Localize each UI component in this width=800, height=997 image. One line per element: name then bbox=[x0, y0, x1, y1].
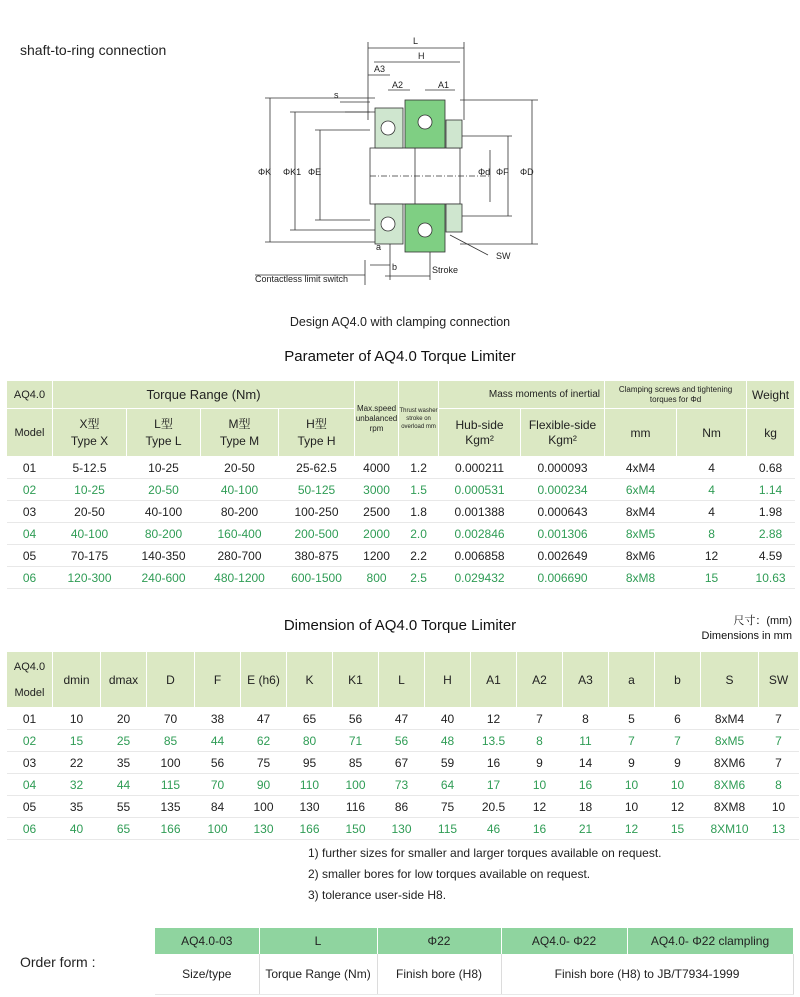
order-size-label: Size/type bbox=[155, 954, 259, 994]
type-m-cn: M型 bbox=[228, 416, 251, 431]
table-cell: 80-200 bbox=[201, 501, 279, 523]
table-cell: 8XM8 bbox=[701, 796, 759, 818]
table-cell: 135 bbox=[147, 796, 195, 818]
table-cell: 7 bbox=[759, 752, 799, 774]
table-cell: 130 bbox=[287, 796, 333, 818]
table-cell: 12 bbox=[677, 545, 747, 567]
table-cell: 62 bbox=[241, 730, 287, 752]
table-cell: 04 bbox=[7, 523, 53, 545]
table-row bbox=[7, 567, 795, 589]
svg-text:SW: SW bbox=[496, 251, 511, 261]
table-cell: 10 bbox=[609, 774, 655, 796]
table-cell: 06 bbox=[7, 818, 53, 840]
column-header: F bbox=[195, 652, 241, 708]
table-cell: 12 bbox=[471, 708, 517, 730]
table-row bbox=[7, 501, 795, 523]
table-cell: 12 bbox=[655, 796, 701, 818]
model-top: AQ4.0 bbox=[13, 660, 46, 673]
table-cell: 110 bbox=[287, 774, 333, 796]
table-cell: 8xM5 bbox=[701, 730, 759, 752]
column-header: A1 bbox=[471, 652, 517, 708]
table-cell: 115 bbox=[425, 818, 471, 840]
table-cell: 8xM8 bbox=[605, 567, 677, 589]
table-cell: 75 bbox=[241, 752, 287, 774]
svg-text:A1: A1 bbox=[438, 80, 450, 90]
table-cell: 73 bbox=[379, 774, 425, 796]
technical-drawing bbox=[250, 30, 540, 290]
table-cell: 200-500 bbox=[279, 523, 355, 545]
table-cell: 9 bbox=[517, 752, 563, 774]
table-cell: 5 bbox=[609, 708, 655, 730]
table-cell: 70 bbox=[147, 708, 195, 730]
table-cell: 166 bbox=[287, 818, 333, 840]
table-cell: 2.2 bbox=[399, 545, 439, 567]
hub-side-label: Hub-side bbox=[455, 417, 504, 432]
svg-text:ΦF: ΦF bbox=[496, 167, 509, 177]
table-cell: 14 bbox=[563, 752, 609, 774]
table-cell: 6 bbox=[655, 708, 701, 730]
table-cell: 10-25 bbox=[53, 479, 127, 501]
table-cell: 01 bbox=[7, 708, 53, 730]
table-cell: 80 bbox=[287, 730, 333, 752]
table-cell: 20-50 bbox=[201, 457, 279, 479]
type-l-cn: L型 bbox=[154, 416, 173, 431]
table-cell: 20-50 bbox=[127, 479, 201, 501]
table-cell: 44 bbox=[101, 774, 147, 796]
order-form-label: Order form : bbox=[20, 954, 96, 970]
dimension-table bbox=[6, 651, 799, 840]
table-cell: 90 bbox=[241, 774, 287, 796]
table-cell: 40-100 bbox=[201, 479, 279, 501]
table-cell: 7 bbox=[609, 730, 655, 752]
table-cell: 116 bbox=[333, 796, 379, 818]
table-cell: 40 bbox=[425, 708, 471, 730]
table-cell: 10 bbox=[609, 796, 655, 818]
column-header: dmax bbox=[101, 652, 147, 708]
column-header: K bbox=[287, 652, 333, 708]
svg-text:a: a bbox=[376, 242, 382, 252]
table-cell: 32 bbox=[53, 774, 101, 796]
table-row bbox=[7, 545, 795, 567]
table-cell: 15 bbox=[655, 818, 701, 840]
parameter-table bbox=[6, 380, 795, 589]
notes-list bbox=[308, 843, 662, 906]
table-cell: 12 bbox=[517, 796, 563, 818]
table-cell: 17 bbox=[471, 774, 517, 796]
table-cell: 20.5 bbox=[471, 796, 517, 818]
table-cell: 380-875 bbox=[279, 545, 355, 567]
table-cell: 84 bbox=[195, 796, 241, 818]
table-cell: 100 bbox=[195, 818, 241, 840]
table-cell: 100 bbox=[241, 796, 287, 818]
table-cell: 64 bbox=[425, 774, 471, 796]
svg-text:ΦD: ΦD bbox=[520, 167, 534, 177]
table-cell: 2.88 bbox=[747, 523, 795, 545]
table-cell: 1.98 bbox=[747, 501, 795, 523]
table-row bbox=[7, 523, 795, 545]
table-cell: 95 bbox=[287, 752, 333, 774]
table-cell: 8XM6 bbox=[701, 774, 759, 796]
table-cell: 8XM6 bbox=[701, 752, 759, 774]
table-cell: 8 bbox=[517, 730, 563, 752]
table-row bbox=[7, 818, 799, 840]
table-cell: 05 bbox=[7, 796, 53, 818]
table-cell: 240-600 bbox=[127, 567, 201, 589]
column-header: a bbox=[609, 652, 655, 708]
type-x-label: Type X bbox=[70, 433, 109, 448]
units-note bbox=[702, 614, 792, 644]
column-header: A3 bbox=[563, 652, 609, 708]
table-cell: 05 bbox=[7, 545, 53, 567]
type-l-label: Type L bbox=[145, 433, 182, 448]
svg-text:Φd: Φd bbox=[478, 167, 491, 177]
table-cell: 03 bbox=[7, 752, 53, 774]
table-cell: 35 bbox=[101, 752, 147, 774]
table-cell: 8XM10 bbox=[701, 818, 759, 840]
table-cell: 15 bbox=[677, 567, 747, 589]
table-cell: 0.006690 bbox=[521, 567, 605, 589]
table-cell: 0.001388 bbox=[439, 501, 521, 523]
table-cell: 56 bbox=[379, 730, 425, 752]
units-en: Dimensions in mm bbox=[701, 630, 792, 642]
table-cell: 7 bbox=[759, 730, 799, 752]
svg-text:ΦE: ΦE bbox=[308, 167, 322, 177]
table-cell: 06 bbox=[7, 567, 53, 589]
table-cell: 100 bbox=[147, 752, 195, 774]
table-cell: 86 bbox=[379, 796, 425, 818]
table-cell: 140-350 bbox=[127, 545, 201, 567]
table-cell: 4xM4 bbox=[605, 457, 677, 479]
order-size-value: AQ4.0-03 bbox=[155, 928, 259, 954]
dimension-table-title: Dimension of AQ4.0 Torque Limiter bbox=[283, 617, 517, 634]
dimension-table-body bbox=[7, 708, 799, 840]
table-cell: 9 bbox=[655, 752, 701, 774]
header-type-h bbox=[279, 409, 355, 457]
table-cell: 8 bbox=[563, 708, 609, 730]
table-cell: 0.68 bbox=[747, 457, 795, 479]
header-type-m bbox=[201, 409, 279, 457]
table-cell: 130 bbox=[241, 818, 287, 840]
table-cell: 1.5 bbox=[399, 479, 439, 501]
table-row bbox=[7, 796, 799, 818]
table-cell: 0.000093 bbox=[521, 457, 605, 479]
table-cell: 55 bbox=[101, 796, 147, 818]
table-cell: 10 bbox=[517, 774, 563, 796]
table-cell: 480-1200 bbox=[201, 567, 279, 589]
table-cell: 85 bbox=[147, 730, 195, 752]
header-thrust-washer: Thrust washer stroke on overload mm bbox=[399, 381, 439, 457]
table-cell: 40-100 bbox=[127, 501, 201, 523]
column-header: H bbox=[425, 652, 471, 708]
column-header: S bbox=[701, 652, 759, 708]
header-model-bottom: Model bbox=[7, 409, 53, 457]
column-header: K1 bbox=[333, 652, 379, 708]
table-cell: 56 bbox=[333, 708, 379, 730]
table-row bbox=[7, 457, 795, 479]
order-form-table bbox=[155, 928, 794, 995]
parameter-table-body bbox=[7, 457, 795, 589]
table-cell: 6xM4 bbox=[605, 479, 677, 501]
svg-text:ΦK1: ΦK1 bbox=[283, 167, 302, 177]
svg-text:Contactless limit switch: Contactless limit switch bbox=[255, 274, 349, 284]
parameter-table-title: Parameter of AQ4.0 Torque Limiter bbox=[284, 348, 516, 365]
table-cell: 115 bbox=[147, 774, 195, 796]
header-flexible-side bbox=[521, 409, 605, 457]
header-clamping-screws: Clamping screws and tightening torques for Φd bbox=[605, 381, 747, 409]
table-cell: 02 bbox=[7, 730, 53, 752]
note-2: 2) smaller bores for low torques available on request. bbox=[308, 867, 591, 881]
table-cell: 150 bbox=[333, 818, 379, 840]
table-cell: 67 bbox=[379, 752, 425, 774]
header-nm: Nm bbox=[677, 409, 747, 457]
table-cell: 16 bbox=[563, 774, 609, 796]
section-label: shaft-to-ring connection bbox=[20, 42, 167, 58]
svg-text:H: H bbox=[418, 51, 425, 61]
table-cell: 0.000211 bbox=[439, 457, 521, 479]
svg-text:L: L bbox=[413, 36, 419, 46]
order-finish-bore-label: Finish bore (H8) to JB/T7934-1999 bbox=[501, 954, 793, 994]
table-cell: 02 bbox=[7, 479, 53, 501]
type-m-label: Type M bbox=[219, 433, 260, 448]
table-cell: 4.59 bbox=[747, 545, 795, 567]
table-cell: 280-700 bbox=[201, 545, 279, 567]
table-cell: 4 bbox=[677, 501, 747, 523]
table-cell: 10.63 bbox=[747, 567, 795, 589]
table-cell: 16 bbox=[471, 752, 517, 774]
table-cell: 7 bbox=[655, 730, 701, 752]
order-full-value: AQ4.0- Φ22 bbox=[501, 928, 627, 954]
table-cell: 0.029432 bbox=[439, 567, 521, 589]
table-cell: 18 bbox=[563, 796, 609, 818]
table-cell: 46 bbox=[471, 818, 517, 840]
table-cell: 100 bbox=[333, 774, 379, 796]
svg-text:Stroke: Stroke bbox=[432, 265, 459, 275]
table-cell: 70-175 bbox=[53, 545, 127, 567]
table-cell: 2.5 bbox=[399, 567, 439, 589]
table-cell: 0.002846 bbox=[439, 523, 521, 545]
svg-text:ΦK: ΦK bbox=[258, 167, 272, 177]
table-cell: 100-250 bbox=[279, 501, 355, 523]
table-cell: 2500 bbox=[355, 501, 399, 523]
table-cell: 0.001306 bbox=[521, 523, 605, 545]
type-h-label: Type H bbox=[297, 433, 336, 448]
table-cell: 2000 bbox=[355, 523, 399, 545]
header-model bbox=[7, 652, 53, 708]
header-model-top: AQ4.0 bbox=[7, 381, 53, 409]
table-cell: 75 bbox=[425, 796, 471, 818]
table-cell: 47 bbox=[241, 708, 287, 730]
table-cell: 20-50 bbox=[53, 501, 127, 523]
table-cell: 13.5 bbox=[471, 730, 517, 752]
table-row bbox=[7, 479, 795, 501]
table-cell: 7 bbox=[759, 708, 799, 730]
table-cell: 1.14 bbox=[747, 479, 795, 501]
order-clamping-value: AQ4.0- Φ22 clampling bbox=[627, 928, 793, 954]
order-form-example-row bbox=[155, 928, 793, 954]
column-header: b bbox=[655, 652, 701, 708]
order-torque-value: L bbox=[259, 928, 377, 954]
table-cell: 25-62.5 bbox=[279, 457, 355, 479]
header-mass-moments: Mass moments of inertial bbox=[439, 381, 605, 409]
table-cell: 10 bbox=[655, 774, 701, 796]
table-cell: 8xM5 bbox=[605, 523, 677, 545]
column-header: L bbox=[379, 652, 425, 708]
header-torque-range: Torque Range (Nm) bbox=[53, 381, 355, 409]
table-cell: 11 bbox=[563, 730, 609, 752]
header-type-l bbox=[127, 409, 201, 457]
type-x-cn: X型 bbox=[79, 416, 100, 431]
table-cell: 71 bbox=[333, 730, 379, 752]
flexible-side-unit: Kgm² bbox=[548, 432, 577, 447]
table-cell: 20 bbox=[101, 708, 147, 730]
table-cell: 16 bbox=[517, 818, 563, 840]
type-h-cn: H型 bbox=[306, 416, 327, 431]
table-cell: 59 bbox=[425, 752, 471, 774]
table-cell: 10 bbox=[53, 708, 101, 730]
table-cell: 8xM4 bbox=[605, 501, 677, 523]
header-hub-side bbox=[439, 409, 521, 457]
table-cell: 47 bbox=[379, 708, 425, 730]
table-cell: 56 bbox=[195, 752, 241, 774]
table-cell: 70 bbox=[195, 774, 241, 796]
table-cell: 4 bbox=[677, 457, 747, 479]
table-cell: 80-200 bbox=[127, 523, 201, 545]
table-cell: 160-400 bbox=[201, 523, 279, 545]
table-cell: 7 bbox=[517, 708, 563, 730]
header-kg: kg bbox=[747, 409, 795, 457]
dimension-table-header bbox=[7, 652, 799, 708]
table-row bbox=[7, 708, 799, 730]
table-cell: 600-1500 bbox=[279, 567, 355, 589]
table-cell: 25 bbox=[101, 730, 147, 752]
table-cell: 38 bbox=[195, 708, 241, 730]
column-header: dmin bbox=[53, 652, 101, 708]
note-1: 1) further sizes for smaller and larger torques available on request. bbox=[308, 846, 662, 860]
table-cell: 166 bbox=[147, 818, 195, 840]
table-cell: 40-100 bbox=[53, 523, 127, 545]
header-mm: mm bbox=[605, 409, 677, 457]
table-cell: 0.000531 bbox=[439, 479, 521, 501]
table-cell: 3000 bbox=[355, 479, 399, 501]
units-cn: 尺寸：(mm) bbox=[733, 615, 792, 627]
hub-side-unit: Kgm² bbox=[465, 432, 494, 447]
table-cell: 1.2 bbox=[399, 457, 439, 479]
table-cell: 44 bbox=[195, 730, 241, 752]
table-row bbox=[7, 730, 799, 752]
svg-text:s: s bbox=[334, 90, 339, 100]
table-cell: 120-300 bbox=[53, 567, 127, 589]
column-header: D bbox=[147, 652, 195, 708]
svg-text:A3: A3 bbox=[374, 64, 386, 74]
table-cell: 2.0 bbox=[399, 523, 439, 545]
table-cell: 0.000643 bbox=[521, 501, 605, 523]
table-cell: 8xM6 bbox=[605, 545, 677, 567]
table-cell: 9 bbox=[609, 752, 655, 774]
diagram-caption: Design AQ4.0 with clamping connection bbox=[289, 315, 511, 329]
column-header: E (h6) bbox=[241, 652, 287, 708]
table-cell: 10 bbox=[759, 796, 799, 818]
table-row bbox=[7, 774, 799, 796]
table-cell: 1200 bbox=[355, 545, 399, 567]
table-cell: 03 bbox=[7, 501, 53, 523]
table-cell: 800 bbox=[355, 567, 399, 589]
svg-text:A2: A2 bbox=[392, 80, 404, 90]
table-cell: 0.000234 bbox=[521, 479, 605, 501]
order-form-label-row bbox=[155, 954, 793, 994]
table-cell: 65 bbox=[287, 708, 333, 730]
table-cell: 130 bbox=[379, 818, 425, 840]
note-3: 3) tolerance user-side H8. bbox=[308, 888, 447, 902]
table-cell: 8 bbox=[759, 774, 799, 796]
table-cell: 4 bbox=[677, 479, 747, 501]
header-max-speed: Max.speed unbalanced rpm bbox=[355, 381, 399, 457]
svg-text:b: b bbox=[392, 262, 398, 272]
column-header: SW bbox=[759, 652, 799, 708]
table-cell: 13 bbox=[759, 818, 799, 840]
table-cell: 65 bbox=[101, 818, 147, 840]
flexible-side-label: Flexible-side bbox=[528, 417, 597, 432]
table-cell: 35 bbox=[53, 796, 101, 818]
table-cell: 8 bbox=[677, 523, 747, 545]
table-cell: 5-12.5 bbox=[53, 457, 127, 479]
table-cell: 0.006858 bbox=[439, 545, 521, 567]
table-cell: 40 bbox=[53, 818, 101, 840]
column-header: A2 bbox=[517, 652, 563, 708]
table-cell: 15 bbox=[53, 730, 101, 752]
order-bore-value: Φ22 bbox=[377, 928, 501, 954]
order-torque-label: Torque Range (Nm) bbox=[259, 954, 377, 994]
table-cell: 4000 bbox=[355, 457, 399, 479]
header-weight: Weight bbox=[747, 381, 795, 409]
table-row bbox=[7, 752, 799, 774]
table-cell: 1.8 bbox=[399, 501, 439, 523]
model-bottom: Model bbox=[14, 686, 45, 699]
table-cell: 50-125 bbox=[279, 479, 355, 501]
table-cell: 01 bbox=[7, 457, 53, 479]
header-type-x bbox=[53, 409, 127, 457]
table-cell: 48 bbox=[425, 730, 471, 752]
table-cell: 0.002649 bbox=[521, 545, 605, 567]
table-cell: 22 bbox=[53, 752, 101, 774]
table-cell: 12 bbox=[609, 818, 655, 840]
table-cell: 04 bbox=[7, 774, 53, 796]
table-cell: 10-25 bbox=[127, 457, 201, 479]
table-cell: 85 bbox=[333, 752, 379, 774]
table-cell: 21 bbox=[563, 818, 609, 840]
order-bore-label: Finish bore (H8) bbox=[377, 954, 501, 994]
table-cell: 8xM4 bbox=[701, 708, 759, 730]
